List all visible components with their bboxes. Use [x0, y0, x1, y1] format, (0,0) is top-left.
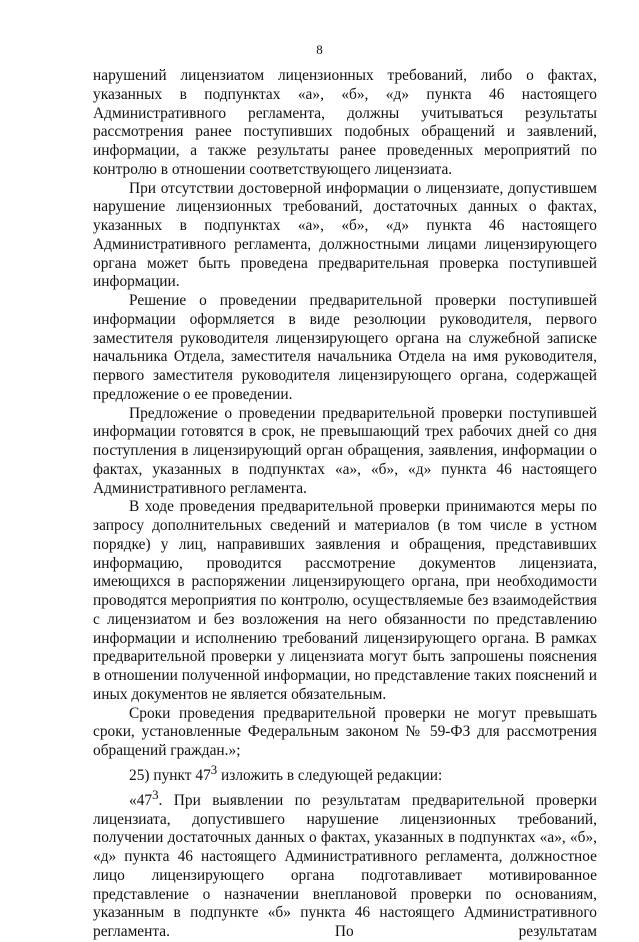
- item-47-open: «47: [129, 791, 153, 809]
- item-47: [93, 786, 597, 942]
- item-47-text: . При выявлении по результатам предварительной проверки лицензиата, допустившего нарушение лицензионных требований, получении достаточных данных о фактах, указанных в подпунктах «а», «б», «д» пункта 46 настоящего Административного регламента, должностное лицо лицензирующего органа подготавливает мотивированное представление о назначении внеплановой проверки по основаниям, указанным в подпункте «б» пункта 46 настоящего Административного регламента. По результатам: [93, 791, 597, 940]
- paragraph-decision: Решение о проведении предварительной проверки поступившей информации оформляется в виде резолюции руководителя, первого заместителя руководителя лицензирующего органа на служебной записке начальника Отдела, заместителя начальника Отдела на имя руководителя, первого заместителя руководителя лицензирующего органа, содержащей предложение о ее проведении.: [93, 292, 597, 403]
- document-body: [93, 67, 597, 942]
- paragraph-continuation: нарушений лицензиатом лицензионных требований, либо о фактах, указанных в подпунктах «а», «б», «д» пункта 46 настоящего Административного регламента, должны учитываться результаты рассмотрения ранее поступивших подобных обращений и заявлений, информации, а также результаты ранее проведенных мероприятий по контролю в отношении соответствующего лицензиата.: [93, 67, 597, 178]
- item-25: [93, 761, 597, 786]
- paragraph-proposal: Предложение о проведении предварительной проверки поступившей информации готовятся в срок, не превышающий трех рабочих дней со дня поступления в лицензирующий орган обращения, заявления, информации о фактах, указанных в подпунктах «а», «б», «д» пункта 46 настоящего Административного регламента.: [93, 404, 597, 497]
- item-25-after: изложить в следующей редакции:: [217, 766, 443, 784]
- paragraph-deadlines: Сроки проведения предварительной проверки не могут превышать сроки, установленные Федеральным законом № 59-ФЗ для рассмотрения обращений граждан.»;: [93, 704, 597, 759]
- item-25-superscript: 3: [210, 762, 218, 777]
- item-47-superscript: 3: [152, 787, 159, 802]
- page-number: 8: [316, 42, 323, 57]
- paragraph-preliminary-check: При отсутствии достоверной информации о лицензиате, допустившем нарушение лицензионных требований, достаточных данных о фактах, указанных в подпунктах «а», «б», «д» пункта 46 настоящего Административного регламента, должностными лицами лицензирующего органа может быть проведена предварительная проверка поступившей информации.: [93, 179, 597, 291]
- paragraph-check-measures: В ходе проведения предварительной проверки принимаются меры по запросу дополнительных сведений и материалов (в том числе в устном порядке) у лиц, направивших заявления и обращения, представивших информацию, проводится рассмотрение документов лицензиата, имеющихся в распоряжении лицензирующего органа, при необходимости проводятся мероприятия по контролю, осуществляемые без взаимодействия с лицензиатом и без возложения на него обязанности по представлению информации и исполнению требований лицензирующего органа. В рамках предварительной проверки у лицензиата могут быть запрошены пояснения в отношении полученной информации, но представление таких пояснений и иных документов не является обязательным.: [93, 498, 597, 703]
- item-25-text: 25) пункт 47: [129, 766, 211, 784]
